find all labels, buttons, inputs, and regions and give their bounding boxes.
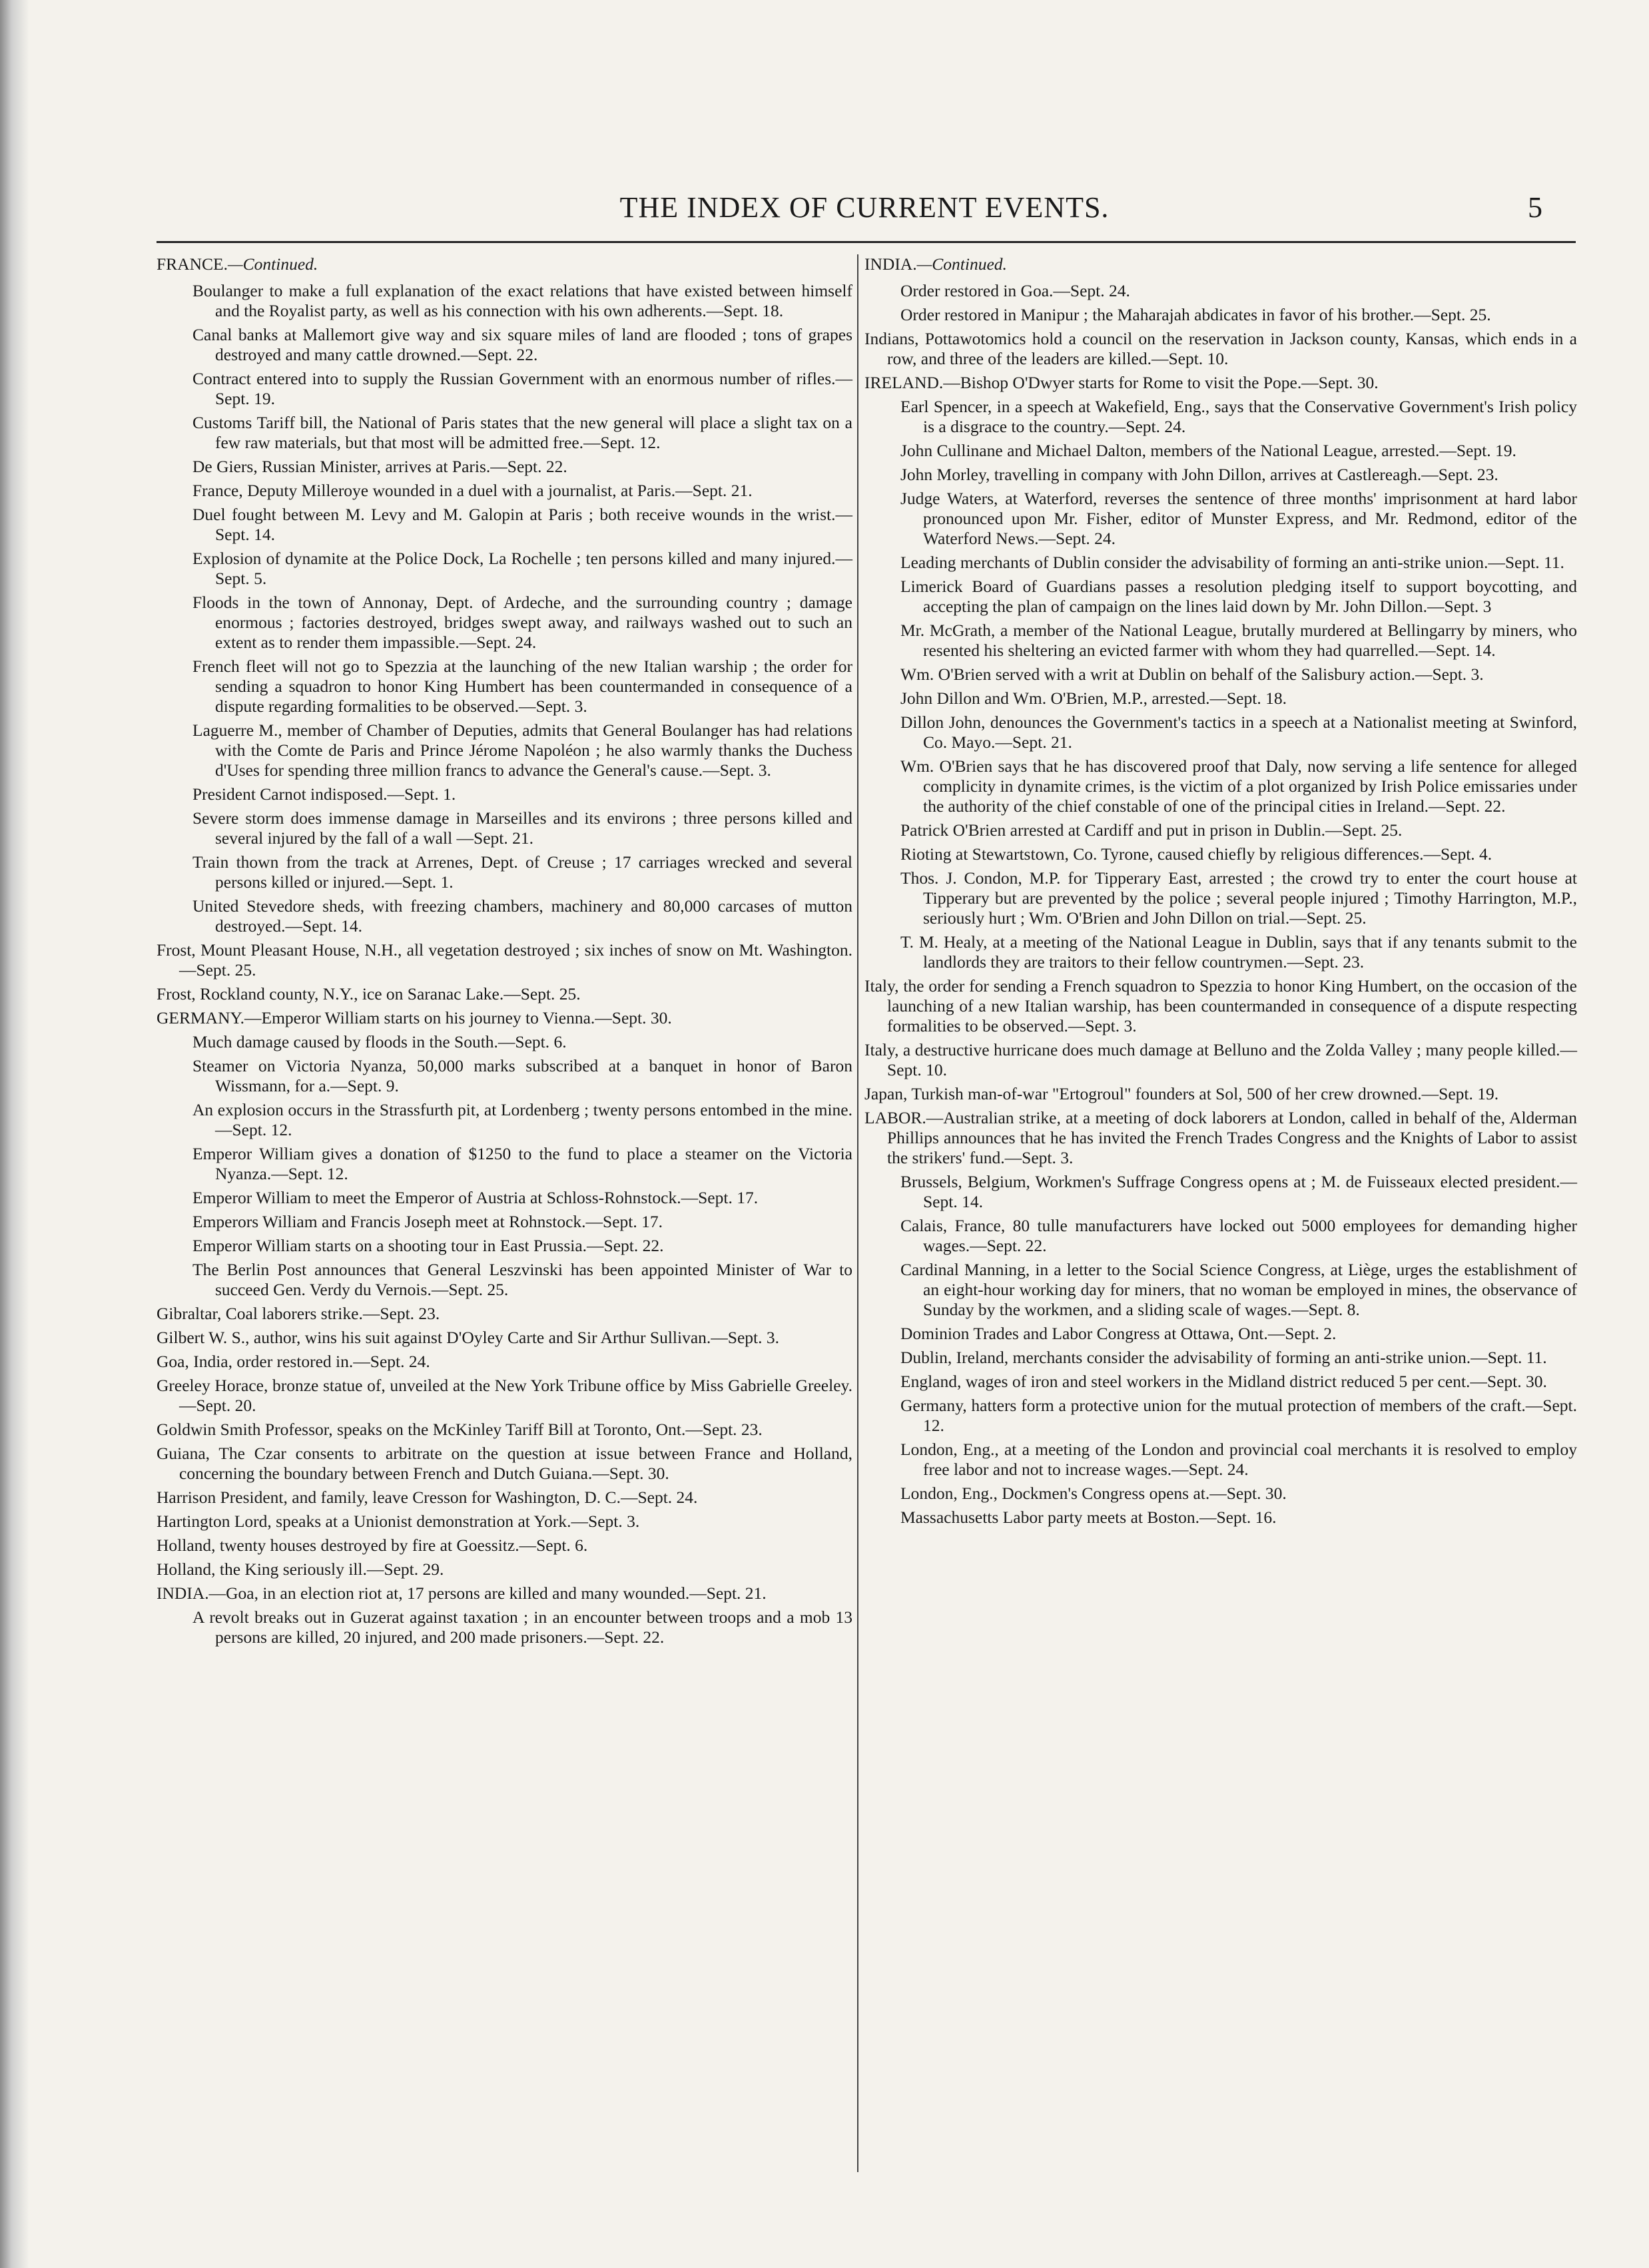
- index-entry: Customs Tariff bill, the National of Paris states that the new general will place a slight tax on a few raw materials, but that most will be admitted free.—Sept. 12.: [192, 413, 852, 452]
- index-entry: Thos. J. Condon, M.P. for Tipperary East, arrested ; the crowd try to enter the court house at Tipperary but are prevented by the police ; several people injured ; Timothy Harrington, M.P., seriously hurt ; Wm. O'Brien and John Dillon on trial.—Sept. 25.: [900, 868, 1577, 928]
- header-rule: [157, 241, 1576, 243]
- index-entry: Holland, twenty houses destroyed by fire at Goessitz.—Sept. 6.: [157, 1536, 588, 1555]
- entry-list: [157, 281, 852, 1647]
- index-entry: The Berlin Post announces that General Leszvinski has been appointed Minister of War to succeed Gen. Verdy du Vernois.—Sept. 25.: [192, 1260, 852, 1299]
- index-entry: Explosion of dynamite at the Police Dock, La Rochelle ; ten persons killed and many injured.—Sept. 5.: [192, 549, 852, 588]
- index-entry: Cardinal Manning, in a letter to the Social Science Congress, at Liège, urges the establishment of an eight-hour working day for miners, that no woman be employed in mines, the observance of Sunday by the workmen, and a sliding scale of wages.—Sept. 8.: [900, 1260, 1577, 1319]
- index-entry: IRELAND.—Bishop O'Dwyer starts for Rome to visit the Pope.—Sept. 30.: [864, 373, 1379, 392]
- index-entry: Massachusetts Labor party meets at Boston.—Sept. 16.: [900, 1508, 1277, 1527]
- index-entry: Rioting at Stewartstown, Co. Tyrone, caused chiefly by religious differences.—Sept. 4.: [900, 844, 1492, 864]
- index-entry: Indians, Pottawotomics hold a council on the reservation in Jackson county, Kansas, which ends in a row, and three of the leaders are killed.—Sept. 10.: [864, 329, 1577, 368]
- index-entry: LABOR.—Australian strike, at a meeting of dock laborers at London, called in behalf of the, Alderman Phillips announces that he has invited the French Trades Congress and the Knights of Labor to assist the strikers' fund.—Sept. 3.: [864, 1108, 1577, 1167]
- index-entry: Contract entered into to supply the Russian Government with an enormous number of rifles.—Sept. 19.: [192, 369, 852, 408]
- index-entry: Order restored in Manipur ; the Maharajah abdicates in favor of his brother.—Sept. 25.: [900, 305, 1491, 324]
- continued-label: —Continued.: [916, 254, 1007, 274]
- index-entry: Floods in the town of Annonay, Dept. of Ardeche, and the surrounding country ; damage enormous ; factories destroyed, bridges swept away, and railways washed out to such an extent as to render them impassible.—Sept. 24.: [192, 593, 852, 652]
- index-entry: GERMANY.—Emperor William starts on his journey to Vienna.—Sept. 30.: [157, 1008, 672, 1027]
- index-entry: Harrison President, and family, leave Cresson for Washington, D. C.—Sept. 24.: [157, 1488, 698, 1507]
- index-entry: Duel fought between M. Levy and M. Galopin at Paris ; both receive wounds in the wrist.—Sept. 14.: [192, 505, 852, 544]
- index-entry: Emperor William to meet the Emperor of Austria at Schloss-Rohnstock.—Sept. 17.: [192, 1188, 759, 1207]
- page-header: [160, 190, 1569, 230]
- index-entry: Boulanger to make a full explanation of the exact relations that have existed between himself and the Royalist party, as well as his connection with his own adherents.—Sept. 18.: [192, 281, 852, 320]
- index-entry: Gibraltar, Coal laborers strike.—Sept. 23.: [157, 1304, 440, 1323]
- left-column: [157, 254, 852, 2188]
- page-title: THE INDEX OF CURRENT EVENTS.: [619, 191, 1110, 224]
- index-entry: Italy, a destructive hurricane does much damage at Belluno and the Zolda Valley ; many people killed.—Sept. 10.: [864, 1040, 1577, 1079]
- index-entry: Gilbert W. S., author, wins his suit against D'Oyley Carte and Sir Arthur Sullivan.—Sept. 3.: [157, 1328, 779, 1347]
- index-entry: Germany, hatters form a protective union for the mutual protection of members of the craft.—Sept. 12.: [900, 1396, 1577, 1435]
- index-entry: Hartington Lord, speaks at a Unionist demonstration at York.—Sept. 3.: [157, 1512, 640, 1531]
- index-entry: Much damage caused by floods in the South.—Sept. 6.: [192, 1032, 567, 1051]
- index-entry: Frost, Mount Pleasant House, N.H., all vegetation destroyed ; six inches of snow on Mt. Washington.—Sept. 25.: [157, 940, 852, 980]
- index-entry: London, Eng., Dockmen's Congress opens at.—Sept. 30.: [900, 1484, 1287, 1503]
- index-entry: Earl Spencer, in a speech at Wakefield, Eng., says that the Conservative Government's Irish policy is a disgrace to the country.—Sept. 24.: [900, 397, 1577, 436]
- index-entry: Calais, France, 80 tulle manufacturers have locked out 5000 employees for demanding higher wages.—Sept. 22.: [900, 1216, 1577, 1255]
- section-heading: [864, 254, 1577, 274]
- index-entry: John Dillon and Wm. O'Brien, M.P., arrested.—Sept. 18.: [900, 689, 1287, 708]
- index-entry: France, Deputy Milleroye wounded in a duel with a journalist, at Paris.—Sept. 21.: [192, 481, 753, 500]
- page-edge: [0, 0, 29, 2268]
- index-entry: Patrick O'Brien arrested at Cardiff and put in prison in Dublin.—Sept. 25.: [900, 820, 1403, 840]
- index-entry: Leading merchants of Dublin consider the advisability of forming an anti-strike union.—Sept. 11.: [900, 553, 1564, 572]
- index-entry: Greeley Horace, bronze statue of, unveiled at the New York Tribune office by Miss Gabrielle Greeley.—Sept. 20.: [157, 1376, 852, 1415]
- index-entry: Emperors William and Francis Joseph meet at Rohnstock.—Sept. 17.: [192, 1212, 663, 1231]
- index-entry: T. M. Healy, at a meeting of the National League in Dublin, says that if any tenants submit to the landlords they are traitors to their fellow countrymen.—Sept. 23.: [900, 932, 1577, 972]
- index-entry: Canal banks at Mallemort give way and six square miles of land are flooded ; tons of grapes destroyed and many cattle drowned.—Sept. 22.: [192, 325, 852, 364]
- index-entry: Frost, Rockland county, N.Y., ice on Saranac Lake.—Sept. 25.: [157, 984, 581, 1003]
- column-divider: [857, 254, 858, 2172]
- index-entry: Dublin, Ireland, merchants consider the advisability of forming an anti-strike union.—Sept. 11.: [900, 1348, 1547, 1367]
- index-entry: Brussels, Belgium, Workmen's Suffrage Congress opens at ; M. de Fuisseaux elected president.—Sept. 14.: [900, 1172, 1577, 1211]
- index-entry: Dillon John, denounces the Government's tactics in a speech at a Nationalist meeting at Swinford, Co. Mayo.—Sept. 21.: [900, 712, 1577, 752]
- index-entry: John Cullinane and Michael Dalton, members of the National League, arrested.—Sept. 19.: [900, 441, 1516, 460]
- index-entry: Japan, Turkish man-of-war "Ertogroul" founders at Sol, 500 of her crew drowned.—Sept. 19.: [864, 1084, 1499, 1103]
- index-entry: Judge Waters, at Waterford, reverses the sentence of three months' imprisonment at hard labor pronounced upon Mr. Fisher, editor of Munster Express, and Mr. Redmond, editor of the Waterford News.—Sept. 24.: [900, 489, 1577, 548]
- right-column: [864, 254, 1577, 2188]
- index-entry: United Stevedore sheds, with freezing chambers, machinery and 80,000 carcases of mutton destroyed.—Sept. 14.: [192, 896, 852, 936]
- index-entry: Limerick Board of Guardians passes a resolution pledging itself to support boycotting, and accepting the plan of campaign on the lines laid down by Mr. John Dillon.—Sept. 3: [900, 577, 1577, 616]
- index-entry: Holland, the King seriously ill.—Sept. 29.: [157, 1559, 444, 1579]
- index-entry: French fleet will not go to Spezzia at the launching of the new Italian warship ; the order for sending a squadron to honor King Humbert has been countermanded in consequence of a dispute regarding formalities to be observed.—Sept. 3.: [192, 657, 852, 716]
- section-title: FRANCE.: [157, 254, 228, 274]
- index-entry: England, wages of iron and steel workers in the Midland district reduced 5 per cent.—Sept. 30.: [900, 1372, 1547, 1391]
- index-entry: A revolt breaks out in Guzerat against taxation ; in an encounter between troops and a mob 13 persons are killed, 20 injured, and 200 made prisoners.—Sept. 22.: [192, 1607, 852, 1647]
- index-entry: Emperor William starts on a shooting tour in East Prussia.—Sept. 22.: [192, 1236, 664, 1255]
- continued-label: —Continued.: [227, 254, 318, 274]
- section-title: INDIA.: [864, 254, 917, 274]
- index-entry: John Morley, travelling in company with John Dillon, arrives at Castlereagh.—Sept. 23.: [900, 465, 1498, 484]
- index-entry: Italy, the order for sending a French squadron to Spezzia to honor King Humbert, on the occasion of the launching of a new Italian warship, has been countermanded in consequence of a dispute respecting formalities to be observed.—Sept. 3.: [864, 976, 1577, 1035]
- page-number: 5: [1528, 191, 1542, 224]
- index-entry: Severe storm does immense damage in Marseilles and its environs ; three persons killed and several injured by the fall of a wall —Sept. 21.: [192, 808, 852, 848]
- index-entry: Goldwin Smith Professor, speaks on the McKinley Tariff Bill at Toronto, Ont.—Sept. 23.: [157, 1420, 763, 1439]
- index-entry: Order restored in Goa.—Sept. 24.: [900, 281, 1130, 300]
- index-entry: Guiana, The Czar consents to arbitrate on the question at issue between France and Holland, concerning the boundary between French and Dutch Guiana.—Sept. 30.: [157, 1444, 852, 1483]
- index-entry: Laguerre M., member of Chamber of Deputies, admits that General Boulanger has had relations with the Comte de Paris and Prince Jérome Napoléon ; he also warmly thanks the Duchess d'Uses for spending three million francs to advance the General's cause.—Sept. 3.: [192, 720, 852, 780]
- section-heading: [157, 254, 852, 274]
- index-entry: Steamer on Victoria Nyanza, 50,000 marks subscribed at a banquet in honor of Baron Wissmann, for a.—Sept. 9.: [192, 1056, 852, 1095]
- index-entry: De Giers, Russian Minister, arrives at Paris.—Sept. 22.: [192, 457, 567, 476]
- entry-list: [864, 281, 1577, 1528]
- index-entry: Train thown from the track at Arrenes, Dept. of Creuse ; 17 carriages wrecked and several persons killed or injured.—Sept. 1.: [192, 852, 852, 892]
- index-entry: Dominion Trades and Labor Congress at Ottawa, Ont.—Sept. 2.: [900, 1324, 1337, 1343]
- index-entry: President Carnot indisposed.—Sept. 1.: [192, 784, 456, 804]
- index-entry: An explosion occurs in the Strassfurth pit, at Lordenberg ; twenty persons entombed in the mine.—Sept. 12.: [192, 1100, 852, 1139]
- index-entry: Goa, India, order restored in.—Sept. 24.: [157, 1352, 430, 1371]
- index-entry: INDIA.—Goa, in an election riot at, 17 persons are killed and many wounded.—Sept. 21.: [157, 1583, 767, 1603]
- index-entry: Wm. O'Brien served with a writ at Dublin on behalf of the Salisbury action.—Sept. 3.: [900, 665, 1484, 684]
- index-entry: London, Eng., at a meeting of the London and provincial coal merchants it is resolved to employ free labor and not to increase wages.—Sept. 24.: [900, 1440, 1577, 1479]
- index-entry: Emperor William gives a donation of $1250 to the fund to place a steamer on the Victoria Nyanza.—Sept. 12.: [192, 1144, 852, 1183]
- index-entry: Mr. McGrath, a member of the National League, brutally murdered at Bellingarry by miners, who resented his sheltering an evicted farmer with whom they had quarrelled.—Sept. 14.: [900, 621, 1577, 660]
- index-entry: Wm. O'Brien says that he has discovered proof that Daly, now serving a life sentence for alleged complicity in dynamite crimes, is the victim of a plot organized by Irish Police emissaries under the authority of the chief constable of one of the principal cities in Ireland.—Sept. 22.: [900, 756, 1577, 816]
